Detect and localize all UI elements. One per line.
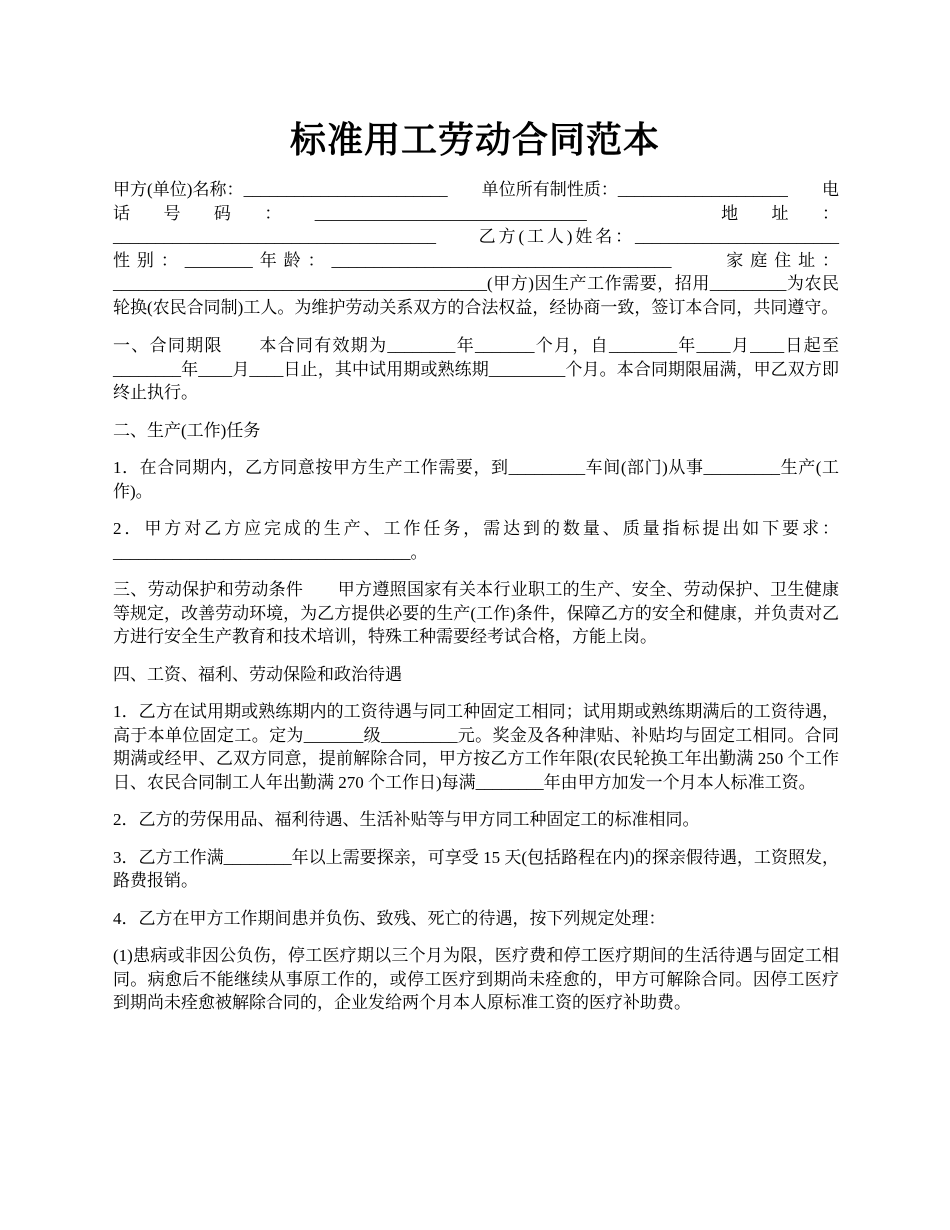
paragraph-labor-protection: 三、劳动保护和劳动条件 甲方遵照国家有关本行业职工的生产、安全、劳动保护、卫生健康等规定，改善劳动环境，为乙方提供必要的生产(工作)条件，保障乙方的安全和健康，并负责对乙方进行安全生产教育和技术培训，特殊工种需要经考试合格，方能上岗。 xyxy=(113,580,839,646)
document-title: 标准用工劳动合同范本 xyxy=(289,120,660,160)
party-info-paragraph: 甲方(单位)名称：________________________ 单位所有制性质：____________________ 电话号码：________________________________ 地址：______________________________________ 乙方(工人)姓名：________________________ 性别：________年龄：________________________________________ 家庭住址：____________________________________________(甲方)因生产工作需要，招用_________为农民轮换(农民合同制)工人。为维护劳动关系双方的合法权益，经协商一致，签订本合同，共同遵守。 xyxy=(113,180,873,317)
paragraph-contract-term: 一、合同期限 本合同有效期为________年_______个月，自________年____月____日起至________年____月____日止，其中试用期或熟练期_________个月。本合同期限届满，甲乙双方即终止执行。 xyxy=(113,336,839,402)
paragraph-wages-4: 4．乙方在甲方工作期间患并负伤、致残、死亡的待遇，按下列规定处理： xyxy=(113,908,666,928)
paragraph-wages-2: 2．乙方的劳保用品、福利待遇、生活补贴等与甲方同工种固定工的标准相同。 xyxy=(113,810,700,829)
document-body xyxy=(113,178,873,1029)
paragraph-wages-3: 3．乙方工作满________年以上需要探亲，可享受 15 天(包括路程在内)的探亲假待遇，工资照发，路费报销。 xyxy=(113,847,839,890)
paragraph-wages-1: 1．乙方在试用期或熟练期内的工资待遇与同工种固定工相同；试用期或熟练期满后的工资待遇，高于本单位固定工。定为_______级_________元。奖金及各种津贴、补贴均与固定工相同。合同期满或经甲、乙双方同意，提前解除合同，甲方按乙方工作年限(农民轮换工年出勤满 250 个工作日、农民合同制工人年出勤满 270 个工作日)每满________年由甲方加发一个月本人标准工资。 xyxy=(113,702,839,792)
section-heading-production-tasks: 二、生产(工作)任务 xyxy=(113,420,261,440)
paragraph-task-1: 1．在合同期内，乙方同意按甲方生产工作需要，到_________车间(部门)从事_________生产(工作)。 xyxy=(113,458,839,501)
paragraph-sick-leave: (1)患病或非因公负伤，停工医疗期以三个月为限，医疗费和停工医疗期间的生活待遇与固定工相同。病愈后不能继续从事原工作的，或停工医疗到期尚未痊愈的，甲方可解除合同。因停工医疗到期尚未痊愈被解除合同的，企业发给两个月本人原标准工资的医疗补助费。 xyxy=(113,946,839,1012)
paragraph-task-2: 2．甲方对乙方应完成的生产、工作任务，需达到的数量、质量指标提出如下要求：___________________________________。 xyxy=(113,519,839,562)
section-heading-wages-benefits: 四、工资、福利、劳动保险和政治待遇 xyxy=(113,664,402,684)
